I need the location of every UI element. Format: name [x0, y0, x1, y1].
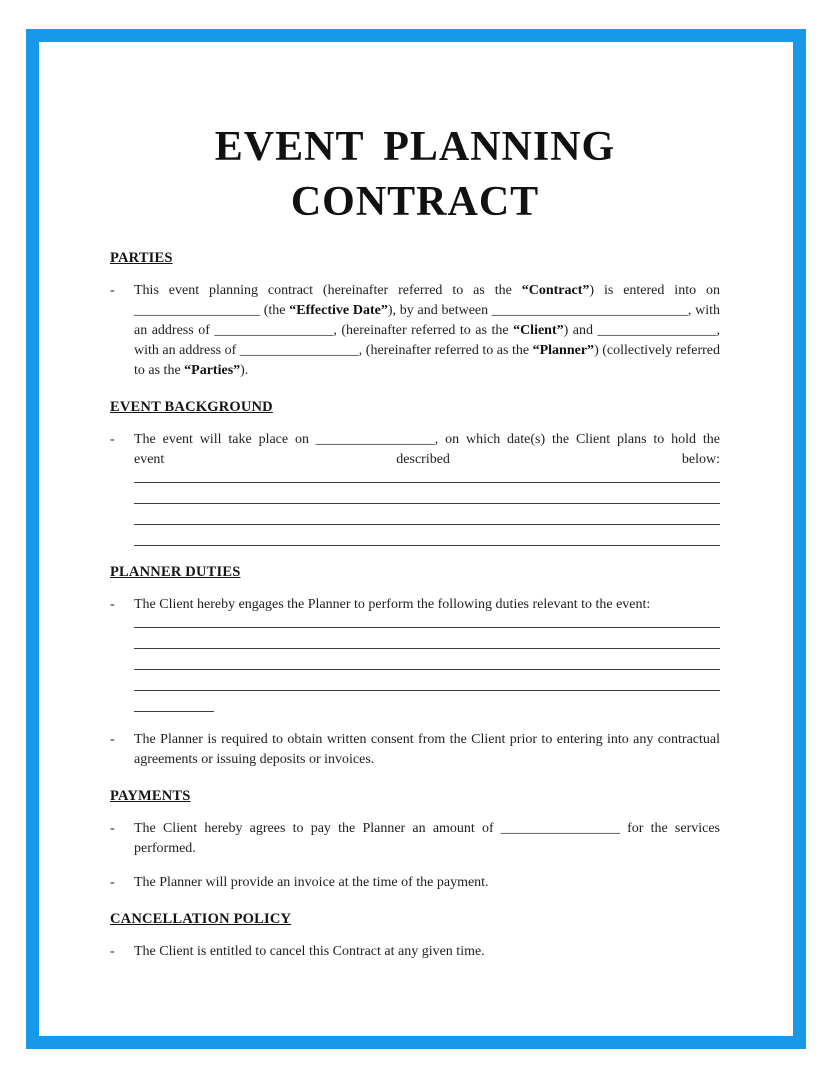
bullet-dash: -: [110, 875, 115, 890]
bullet-item-planner-duties-1: [110, 595, 720, 615]
paragraph-parties-1: This event planning contract (hereinafter referred to as the “Contract”) is entered into on __________________ (the “Effective Date”), by and between ____________________________, with an address of _________________, (hereinafter referred to as the “Client”) and _________________, with an address of _________________, (hereinafter referred to as the “Planner”) (collectively referred to as the “Parties”).: [134, 283, 721, 378]
bullet-item-planner-duties-2: [110, 730, 720, 770]
bullet-dash: -: [110, 597, 115, 612]
spread-word-1: event: [134, 452, 165, 467]
write-in-lines-event-background: [134, 462, 720, 546]
paragraph-payments-1: The Client hereby agrees to pay the Planner an amount of _________________ for the services performed.: [134, 821, 720, 856]
paragraph-line: The event will take place on _________________, on which date(s) the Client plans to hold the: [134, 432, 720, 447]
document-title-line-1: EVENT PLANNING: [214, 124, 616, 170]
section-heading-planner-duties: PLANNER DUTIES: [110, 564, 241, 580]
bullet-dash: -: [110, 944, 115, 959]
paragraph-spread-line: [134, 450, 720, 470]
write-in-line: [134, 504, 720, 525]
bullet-item-payments-2: [110, 873, 720, 893]
spread-word-3: below:: [681, 452, 720, 467]
spread-word-2: described: [396, 452, 450, 467]
write-in-line: [134, 628, 720, 649]
section-heading-payments: PAYMENTS: [110, 788, 191, 804]
section-heading-cancellation-policy: CANCELLATION POLICY: [110, 911, 292, 927]
paragraph-event-background-1: [134, 430, 720, 470]
paragraph-cancellation-1: The Client is entitled to cancel this Contract at any given time.: [134, 944, 485, 959]
section-heading-event-background: EVENT BACKGROUND: [110, 399, 273, 415]
write-in-line-short-wrap: [134, 691, 720, 712]
bullet-dash: -: [110, 432, 115, 447]
bullet-dash: -: [110, 821, 115, 836]
write-in-line: [134, 670, 720, 691]
bullet-item-event-background-1: [110, 430, 720, 470]
document-title-line-2: CONTRACT: [290, 179, 540, 225]
write-in-lines-planner-duties: [134, 607, 720, 691]
bullet-item-cancellation-1: [110, 942, 720, 962]
paragraph-payments-2: The Planner will provide an invoice at the time of the payment.: [134, 875, 489, 890]
write-in-line: [134, 483, 720, 504]
document-title: [110, 120, 720, 230]
write-in-line: [134, 649, 720, 670]
bullet-dash: -: [110, 283, 115, 298]
bullet-item-payments-1: [110, 819, 720, 859]
page-content: [39, 42, 793, 1036]
bullet-item-parties-1: [110, 281, 720, 381]
paragraph-planner-duties-2: The Planner is required to obtain written consent from the Client prior to entering into any contractual agreements or issuing deposits or invoices.: [134, 732, 720, 767]
paragraph-planner-duties-1: The Client hereby engages the Planner to perform the following duties relevant to the event:: [134, 597, 651, 612]
bullet-dash: -: [110, 732, 115, 747]
write-in-line: [134, 525, 720, 546]
section-heading-parties: PARTIES: [110, 250, 173, 266]
write-in-line-short: [134, 691, 214, 712]
